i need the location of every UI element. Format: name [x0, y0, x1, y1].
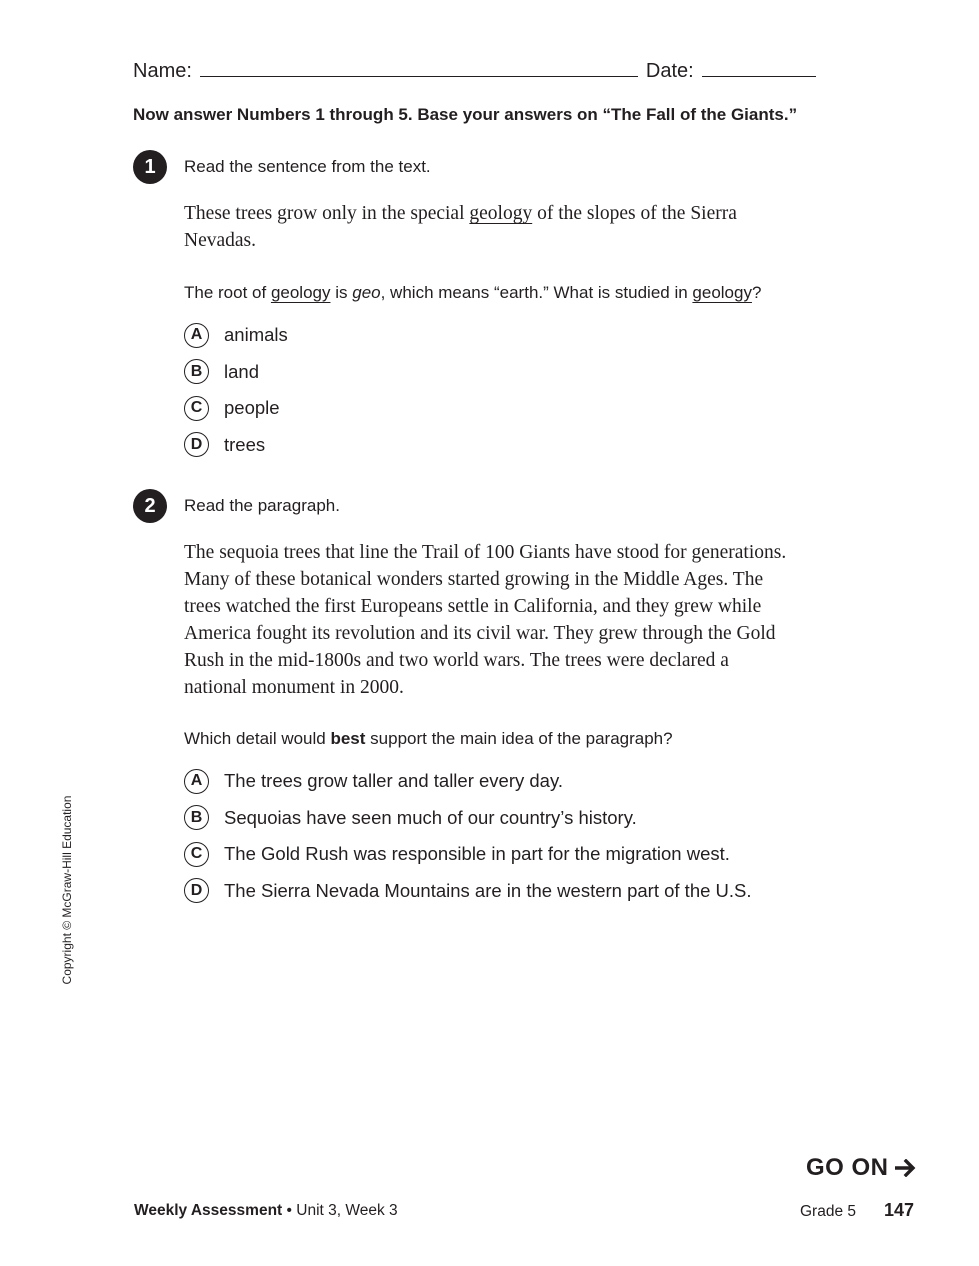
answer-bubble[interactable]: C	[184, 396, 209, 421]
name-date-line	[133, 58, 816, 83]
date-blank[interactable]	[702, 58, 816, 77]
directions: Now answer Numbers 1 through 5. Base your answers on “The Fall of the Giants.”	[133, 105, 798, 124]
choice-a[interactable]	[184, 763, 752, 800]
answer-bubble[interactable]: C	[184, 842, 209, 867]
choice-text: land	[224, 360, 259, 382]
choice-text: The Sierra Nevada Mountains are in the western part of the U.S.	[224, 879, 752, 901]
choice-c[interactable]	[184, 390, 288, 427]
choice-text: The trees grow taller and taller every day.	[224, 770, 563, 792]
question-2-passage: The sequoia trees that line the Trail of 100 Giants have stood for generations. Many of these botanical wonders started growing in the Middle Ages. The trees watched the first Europeans settle in California, and they grew while America fought its revolution and its civil war. They grew through the Gold Rush in the mid-1800s and two world wars. The trees were declared a national monument in 2000.	[184, 542, 787, 698]
choice-a[interactable]	[184, 317, 288, 354]
go-on-indicator	[806, 1154, 917, 1182]
underlined-word: geology	[469, 203, 533, 224]
question-1-prompt: Read the sentence from the text.	[184, 157, 431, 176]
choice-text: people	[224, 397, 280, 419]
date-label: Date:	[645, 60, 694, 82]
choice-b[interactable]	[184, 354, 288, 391]
question-1-text: The root of geology is geo, which means “earth.” What is studied in geology?	[184, 283, 762, 302]
choice-b[interactable]	[184, 800, 752, 837]
name-blank[interactable]	[200, 58, 638, 77]
assessment-title: Weekly Assessment	[134, 1202, 283, 1219]
question-1-choices	[184, 317, 288, 463]
footer-grade-page	[800, 1200, 914, 1221]
name-label: Name:	[133, 60, 192, 82]
answer-bubble[interactable]: D	[184, 432, 209, 457]
unit-week: Unit 3, Week 3	[296, 1202, 398, 1219]
choice-d[interactable]	[184, 427, 288, 464]
answer-bubble[interactable]: A	[184, 323, 209, 348]
choice-text: trees	[224, 433, 266, 455]
go-on-label: GO ON	[806, 1154, 889, 1181]
question-2-prompt: Read the paragraph.	[184, 496, 340, 515]
answer-bubble[interactable]: A	[184, 769, 209, 794]
question-2-text: Which detail would best support the main idea of the paragraph?	[184, 729, 673, 748]
question-1-passage: These trees grow only in the special geology of the slopes of the Sierra Nevadas.	[184, 203, 737, 251]
choice-c[interactable]	[184, 836, 752, 873]
question-2-choices	[184, 763, 752, 909]
answer-bubble[interactable]: D	[184, 878, 209, 903]
copyright-notice: Copyright © McGraw-Hill Education	[60, 795, 74, 985]
question-number-2: 2	[133, 489, 167, 523]
page-number: 147	[884, 1200, 915, 1220]
choice-text: animals	[224, 324, 288, 346]
answer-bubble[interactable]: B	[184, 359, 209, 384]
question-number-1: 1	[133, 150, 167, 184]
arrow-right-icon	[895, 1159, 917, 1177]
grade-label: Grade 5	[800, 1203, 857, 1220]
answer-bubble[interactable]: B	[184, 805, 209, 830]
choice-text: Sequoias have seen much of our country’s history.	[224, 806, 637, 828]
footer-assessment: Weekly Assessment • Unit 3, Week 3	[134, 1202, 398, 1219]
choice-d[interactable]	[184, 873, 752, 910]
choice-text: The Gold Rush was responsible in part for the migration west.	[224, 843, 730, 865]
